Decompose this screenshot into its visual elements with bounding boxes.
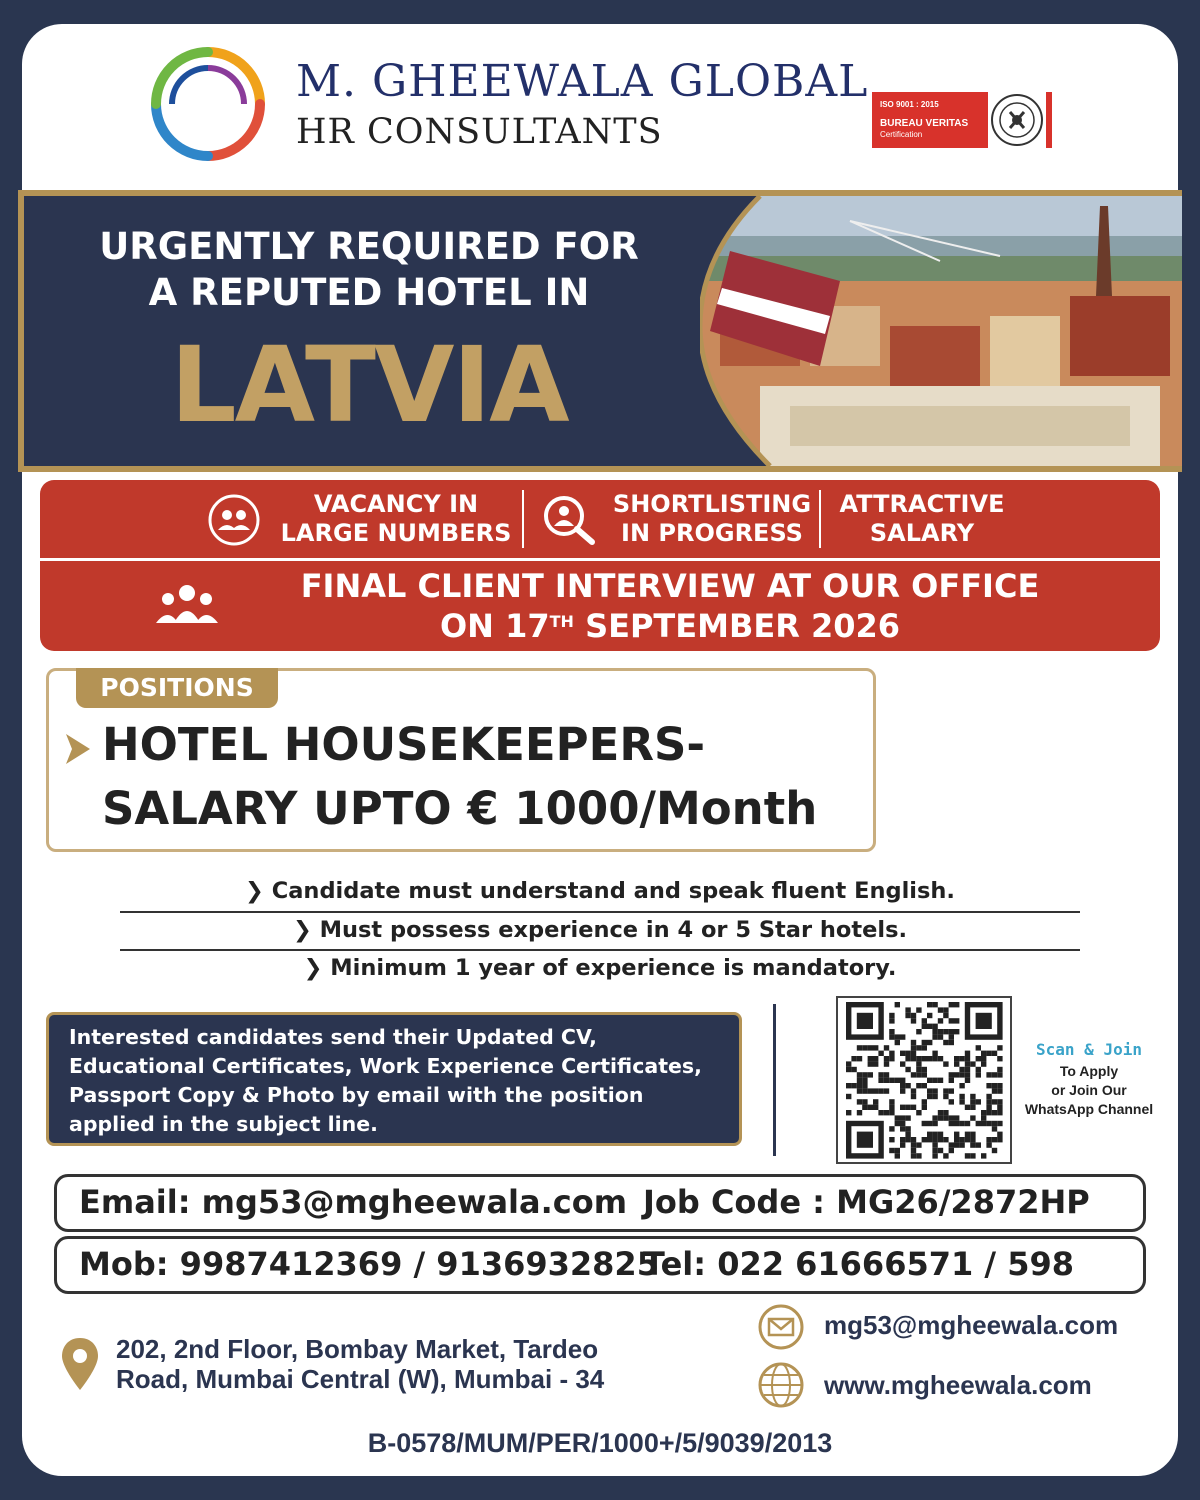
- interview-line1: FINAL CLIENT INTERVIEW AT OUR OFFICE: [300, 567, 1040, 605]
- highlight-vacancy-line2: LARGE NUMBERS: [280, 519, 512, 547]
- highlight-salary-line2: SALARY: [869, 519, 975, 547]
- chevron-right-icon: ❯: [303, 955, 331, 981]
- interview-line2: [220, 606, 1120, 646]
- application-instructions: [46, 1012, 742, 1146]
- requirement-item: [120, 878, 1080, 904]
- location-pin-icon: [62, 1338, 98, 1390]
- highlight-shortlisting-line1: SHORTLISTING: [612, 490, 812, 518]
- chevron-right-icon: ❯: [245, 878, 272, 904]
- requirement-text: Must possess experience in 4 or 5 Star hotels.: [319, 917, 908, 943]
- banner-line2: A REPUTED HOTEL IN: [148, 271, 590, 314]
- vertical-divider: [773, 1004, 776, 1156]
- certification-badge: [872, 92, 1052, 148]
- address-line1: 202, 2nd Floor, Bombay Market, Tardeo: [116, 1334, 599, 1364]
- company-logo: [148, 44, 268, 164]
- highlight-shortlisting: [610, 490, 814, 548]
- divider: [120, 949, 1080, 951]
- whatsapp-qr-code[interactable]: [836, 996, 1012, 1164]
- highlight-shortlisting-line2: IN PROGRESS: [621, 519, 803, 547]
- contact-row-email: [54, 1174, 1146, 1232]
- contact-row-phone: [54, 1236, 1146, 1294]
- interview-date-rest: SEPTEMBER 2026: [573, 607, 901, 645]
- license-number: B-0578/MUM/PER/1000+/5/9039/2013: [367, 1428, 833, 1458]
- brand-name: M. GHEEWALA GLOBAL: [296, 56, 869, 107]
- address-line2: Road, Mumbai Central (W), Mumbai - 34: [116, 1364, 605, 1394]
- contact-email[interactable]: Email: mg53@mgheewala.com: [79, 1183, 628, 1221]
- highlight-vacancy: [276, 490, 516, 548]
- chevron-right-icon: ❯: [292, 917, 320, 943]
- interview-date-day: ON 17: [439, 607, 550, 645]
- positions-tab: POSITIONS: [76, 668, 278, 708]
- scan-instructions: [1020, 1062, 1158, 1119]
- highlight-divider: [819, 490, 821, 548]
- interview-date-suffix: TH: [549, 612, 574, 631]
- riga-city-photo: [700, 196, 1182, 466]
- chevron-right-icon: [66, 734, 90, 764]
- contact-tel[interactable]: Tel: 022 61666571 / 598: [643, 1245, 1075, 1283]
- footer-email[interactable]: mg53@mgheewala.com: [824, 1310, 1119, 1340]
- hero-banner: [18, 190, 1182, 472]
- office-address: [116, 1334, 604, 1394]
- position-salary: SALARY UPTO € 1000/Month: [102, 782, 818, 835]
- contact-mobile[interactable]: Mob: 9987412369 / 9136932825: [79, 1245, 659, 1283]
- banner-headline: [24, 224, 714, 316]
- email-icon: [758, 1304, 804, 1350]
- job-code: Job Code : MG26/2872HP: [643, 1183, 1090, 1221]
- globe-icon: [758, 1362, 804, 1408]
- bureau-veritas-seal-icon: [988, 92, 1046, 148]
- cert-body: BUREAU VERITAS: [880, 118, 969, 129]
- requirement-item: [120, 917, 1080, 943]
- scan-join-label: Scan & Join: [1036, 1040, 1142, 1059]
- highlight-salary-line1: ATTRACTIVE: [839, 490, 1005, 518]
- cert-type: Certification: [880, 130, 923, 139]
- highlight-vacancy-line1: VACANCY IN: [313, 490, 479, 518]
- interview-bar: [40, 561, 1160, 651]
- banner-line1: URGENTLY REQUIRED FOR: [99, 225, 639, 268]
- requirement-text: Candidate must understand and speak fluent English.: [271, 878, 955, 904]
- highlight-divider: [522, 490, 524, 548]
- requirement-text: Minimum 1 year of experience is mandatory.: [330, 955, 897, 981]
- divider: [120, 911, 1080, 913]
- scan-line3: WhatsApp Channel: [1024, 1101, 1154, 1117]
- scan-line2: or Join Our: [1051, 1082, 1127, 1098]
- position-title: HOTEL HOUSEKEEPERS-: [102, 718, 706, 771]
- group-icon: [152, 577, 222, 633]
- people-circle-icon: [206, 492, 262, 548]
- country-name: LATVIA: [170, 324, 568, 446]
- scan-line1: To Apply: [1059, 1063, 1119, 1079]
- requirement-item: [120, 955, 1080, 981]
- brand-subtitle: HR CONSULTANTS: [296, 112, 663, 152]
- cert-standard: ISO 9001 : 2015: [880, 100, 939, 109]
- instructions-text: Interested candidates send their Updated CV, Educational Certificates, Work Experience Certificates, Passport Copy & Photo by email with the position applied in the subject line.: [69, 1025, 702, 1136]
- search-person-icon: [540, 492, 598, 548]
- highlight-salary: [832, 490, 1012, 548]
- footer-website[interactable]: www.mgheewala.com: [824, 1370, 1092, 1400]
- highlights-bar: [40, 480, 1160, 558]
